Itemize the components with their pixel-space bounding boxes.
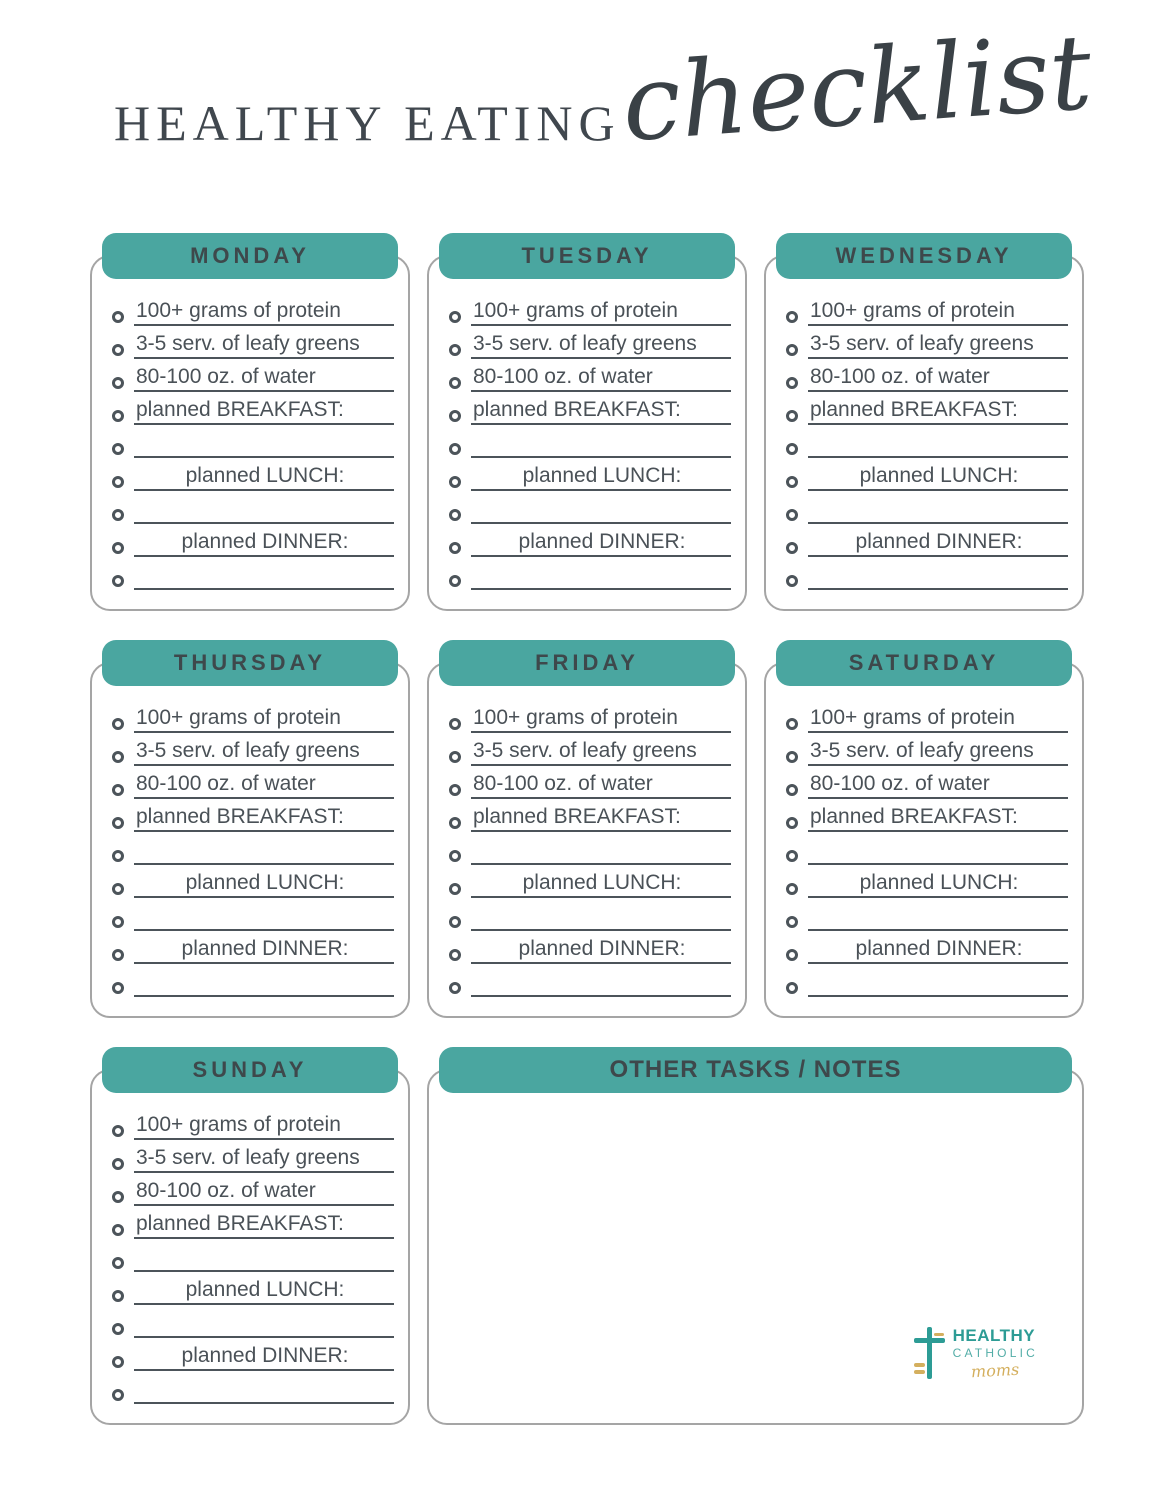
checklist-item-label: planned LUNCH: [134,462,394,491]
checklist-row [112,458,394,491]
checkbox-circle-icon[interactable] [786,344,798,356]
checkbox-circle-icon[interactable] [449,542,461,554]
checklist-row [786,700,1068,733]
checkbox-circle-icon[interactable] [449,751,461,763]
checklist-row [449,524,731,557]
checkbox-circle-icon[interactable] [449,883,461,895]
notes-header [439,1047,1072,1093]
checkbox-circle-icon[interactable] [786,982,798,994]
checklist-item-label: 100+ grams of protein [134,1111,394,1140]
checklist-item-label: 80-100 oz. of water [471,363,731,392]
checklist-row [786,799,1068,832]
checklist-row [786,359,1068,392]
checklist-row [449,964,731,997]
checklist-row [112,524,394,557]
checklist-item-label: 100+ grams of protein [471,704,731,733]
checklist-item-label: planned BREAKFAST: [134,803,394,832]
brand-name-script: moms [970,1359,1020,1381]
checklist-row [112,898,394,931]
checklist-item-label: planned LUNCH: [471,869,731,898]
checklist-row [112,1140,394,1173]
checklist-item-label: 80-100 oz. of water [808,363,1068,392]
checklist-row [112,1338,394,1371]
checklist-blank-line[interactable] [134,431,394,458]
checklist-item-label: 80-100 oz. of water [471,770,731,799]
day-header-label: TUESDAY [521,243,653,268]
checklist-item-label: planned LUNCH: [808,462,1068,491]
checkbox-circle-icon[interactable] [112,784,124,796]
checkbox-circle-icon[interactable] [449,982,461,994]
checklist-blank-line[interactable] [808,563,1068,590]
checkbox-circle-icon[interactable] [112,982,124,994]
checklist-blank-line[interactable] [134,497,394,524]
checkbox-circle-icon[interactable] [449,311,461,323]
checkbox-circle-icon[interactable] [786,542,798,554]
checklist-grid [90,233,1084,1425]
checkbox-circle-icon[interactable] [786,817,798,829]
checklist-item-label: planned LUNCH: [808,869,1068,898]
day-header-label: MONDAY [190,243,310,268]
checkbox-circle-icon[interactable] [449,817,461,829]
checklist-row [786,733,1068,766]
checklist-item-label: planned BREAKFAST: [808,396,1068,425]
day-header [102,640,398,686]
checklist-row [449,700,731,733]
checkbox-circle-icon[interactable] [112,1389,124,1401]
checklist-row [449,326,731,359]
checkbox-circle-icon[interactable] [112,850,124,862]
day-card-wednesday [764,233,1084,611]
checklist-item-label: planned LUNCH: [134,1276,394,1305]
checkbox-circle-icon[interactable] [786,784,798,796]
checklist-item-label: 3-5 serv. of leafy greens [134,330,394,359]
checklist-item-label: 3-5 serv. of leafy greens [471,330,731,359]
day-card-sunday [90,1047,410,1425]
checkbox-circle-icon[interactable] [112,311,124,323]
checklist-item-label: planned DINNER: [134,935,394,964]
day-card-body [764,662,1084,1018]
cross-icon [912,1325,946,1381]
day-card-body [427,255,747,611]
day-card-body [764,255,1084,611]
checklist-row [112,425,394,458]
checklist-blank-line[interactable] [134,904,394,931]
checklist-row [112,1206,394,1239]
day-header [102,1047,398,1093]
checklist-row [112,359,394,392]
checklist-blank-line[interactable] [471,563,731,590]
day-card-body [427,662,747,1018]
checklist-item-label: 3-5 serv. of leafy greens [134,737,394,766]
checkbox-circle-icon[interactable] [112,949,124,961]
checkbox-circle-icon[interactable] [449,850,461,862]
checklist-blank-line[interactable] [808,431,1068,458]
checkbox-circle-icon[interactable] [786,916,798,928]
checklist-row [786,964,1068,997]
notes-header-label: OTHER TASKS / NOTES [609,1056,902,1083]
checkbox-circle-icon[interactable] [786,883,798,895]
checklist-item-label: planned LUNCH: [134,869,394,898]
checkbox-circle-icon[interactable] [112,718,124,730]
day-card-body [90,1069,410,1425]
checkbox-circle-icon[interactable] [112,476,124,488]
checklist-row [449,799,731,832]
checklist-row [786,832,1068,865]
checklist-item-label: 3-5 serv. of leafy greens [808,330,1068,359]
checkbox-circle-icon[interactable] [112,1257,124,1269]
page-title-script: checklist [618,10,1096,166]
checklist-item-label: planned DINNER: [808,528,1068,557]
checkbox-circle-icon[interactable] [112,916,124,928]
checkbox-circle-icon[interactable] [112,542,124,554]
checkbox-circle-icon[interactable] [112,751,124,763]
day-card-thursday [90,640,410,1018]
checkbox-circle-icon[interactable] [786,410,798,422]
checkbox-circle-icon[interactable] [112,575,124,587]
checkbox-circle-icon[interactable] [112,377,124,389]
checklist-row [112,700,394,733]
checklist-row [786,425,1068,458]
checklist-row [112,1305,394,1338]
checklist-blank-line[interactable] [808,497,1068,524]
checklist-row [449,865,731,898]
checklist-row [786,898,1068,931]
checklist-blank-line[interactable] [808,904,1068,931]
checklist-row [112,733,394,766]
checkbox-circle-icon[interactable] [112,509,124,521]
checklist-blank-line[interactable] [471,497,731,524]
checkbox-circle-icon[interactable] [449,344,461,356]
checkbox-circle-icon[interactable] [449,916,461,928]
checklist-row [449,766,731,799]
checklist-row [112,865,394,898]
checklist-item-label: 80-100 oz. of water [808,770,1068,799]
checkbox-circle-icon[interactable] [449,476,461,488]
day-header [439,233,735,279]
checkbox-circle-icon[interactable] [449,509,461,521]
day-header [102,233,398,279]
checkbox-circle-icon[interactable] [112,1191,124,1203]
day-header-label: FRIDAY [535,650,639,675]
checklist-blank-line[interactable] [134,1377,394,1404]
checkbox-circle-icon[interactable] [449,443,461,455]
day-header-label: SATURDAY [848,650,1000,675]
checkbox-circle-icon[interactable] [449,575,461,587]
checklist-row [112,964,394,997]
checklist-item-label: planned LUNCH: [471,462,731,491]
checklist-row [786,392,1068,425]
checkbox-circle-icon[interactable] [449,784,461,796]
checklist-item-label: 3-5 serv. of leafy greens [134,1144,394,1173]
checkbox-circle-icon[interactable] [449,718,461,730]
checklist-item-label: 3-5 serv. of leafy greens [471,737,731,766]
checkbox-circle-icon[interactable] [112,883,124,895]
checkbox-circle-icon[interactable] [786,718,798,730]
day-header [439,640,735,686]
checklist-item-label: planned BREAKFAST: [808,803,1068,832]
day-card-body [90,255,410,611]
checklist-row [112,326,394,359]
checkbox-circle-icon[interactable] [112,1290,124,1302]
checklist-item-label: 100+ grams of protein [471,297,731,326]
checklist-row [449,931,731,964]
checklist-blank-line[interactable] [808,970,1068,997]
checklist-item-label: planned DINNER: [134,528,394,557]
checklist-item-label: planned DINNER: [471,528,731,557]
checkbox-circle-icon[interactable] [786,377,798,389]
checklist-blank-line[interactable] [471,838,731,865]
checklist-row [786,293,1068,326]
checklist-row [449,491,731,524]
checkbox-circle-icon[interactable] [112,410,124,422]
checkbox-circle-icon[interactable] [112,1158,124,1170]
checklist-item-label: 80-100 oz. of water [134,363,394,392]
checklist-blank-line[interactable] [134,970,394,997]
checklist-blank-line[interactable] [471,970,731,997]
checklist-item-label: planned DINNER: [808,935,1068,964]
checklist-row [786,557,1068,590]
checklist-item-label: planned DINNER: [134,1342,394,1371]
checklist-item-label: 80-100 oz. of water [134,770,394,799]
checkbox-circle-icon[interactable] [112,1125,124,1137]
checklist-item-label: 100+ grams of protein [134,297,394,326]
checklist-row [449,458,731,491]
checklist-blank-line[interactable] [134,1245,394,1272]
day-card-body [90,662,410,1018]
checklist-blank-line[interactable] [134,838,394,865]
checklist-item-label: planned BREAKFAST: [471,803,731,832]
day-header-label: WEDNESDAY [835,243,1013,268]
checklist-item-label: planned BREAKFAST: [134,1210,394,1239]
checklist-row [112,293,394,326]
checklist-item-label: planned DINNER: [471,935,731,964]
checklist-row [786,326,1068,359]
checklist-row [112,931,394,964]
checklist-blank-line[interactable] [471,431,731,458]
checkbox-circle-icon[interactable] [449,377,461,389]
checklist-row [449,392,731,425]
checkbox-circle-icon[interactable] [786,476,798,488]
checklist-row [449,557,731,590]
checklist-item-label: 80-100 oz. of water [134,1177,394,1206]
checkbox-circle-icon[interactable] [112,443,124,455]
day-card-saturday [764,640,1084,1018]
checklist-row [112,799,394,832]
checklist-row [449,832,731,865]
checklist-row [786,491,1068,524]
brand-logo-text [952,1326,1038,1381]
brand-name-top: HEALTHY [952,1326,1036,1346]
checklist-blank-line[interactable] [134,563,394,590]
checkbox-circle-icon[interactable] [786,949,798,961]
checkbox-circle-icon[interactable] [449,949,461,961]
checkbox-circle-icon[interactable] [112,1323,124,1335]
checklist-row [449,293,731,326]
checklist-row [786,458,1068,491]
checklist-row [786,931,1068,964]
checklist-item-label: planned BREAKFAST: [471,396,731,425]
checklist-item-label: planned BREAKFAST: [134,396,394,425]
checklist-item-label: 100+ grams of protein [808,297,1068,326]
page-title: HEALTHY EATING [114,95,621,151]
day-header-label: THURSDAY [173,650,327,675]
checklist-row [112,1272,394,1305]
checklist-row [112,392,394,425]
checklist-row [112,832,394,865]
checklist-row [112,1173,394,1206]
day-card-friday [427,640,747,1018]
checkbox-circle-icon[interactable] [449,410,461,422]
checkbox-circle-icon[interactable] [786,443,798,455]
checklist-blank-line[interactable] [471,904,731,931]
checklist-item-label: 100+ grams of protein [808,704,1068,733]
checkbox-circle-icon[interactable] [786,751,798,763]
checklist-row [786,766,1068,799]
checkbox-circle-icon[interactable] [112,1224,124,1236]
checkbox-circle-icon[interactable] [112,817,124,829]
checkbox-circle-icon[interactable] [786,311,798,323]
day-header [776,233,1072,279]
checklist-row [112,491,394,524]
checklist-row [449,733,731,766]
day-header-label: SUNDAY [192,1057,308,1082]
checklist-item-label: 100+ grams of protein [134,704,394,733]
brand-logo [912,1325,1038,1381]
checklist-row [449,425,731,458]
day-card-tuesday [427,233,747,611]
checklist-row [112,557,394,590]
checklist-row [449,898,731,931]
checkbox-circle-icon[interactable] [786,850,798,862]
checkbox-circle-icon[interactable] [786,575,798,587]
checklist-row [786,524,1068,557]
day-card-monday [90,233,410,611]
checklist-row [449,359,731,392]
checkbox-circle-icon[interactable] [112,1356,124,1368]
checklist-row [112,1239,394,1272]
checklist-row [112,1107,394,1140]
checklist-blank-line[interactable] [808,838,1068,865]
notes-card [427,1047,1084,1425]
checkbox-circle-icon[interactable] [786,509,798,521]
day-header [776,640,1072,686]
checklist-row [112,1371,394,1404]
checkbox-circle-icon[interactable] [112,344,124,356]
checklist-row [112,766,394,799]
brand-name-bottom: CATHOLIC [952,1346,1038,1361]
checklist-item-label: 3-5 serv. of leafy greens [808,737,1068,766]
checklist-row [786,865,1068,898]
checklist-blank-line[interactable] [134,1311,394,1338]
notes-body[interactable] [427,1069,1084,1425]
